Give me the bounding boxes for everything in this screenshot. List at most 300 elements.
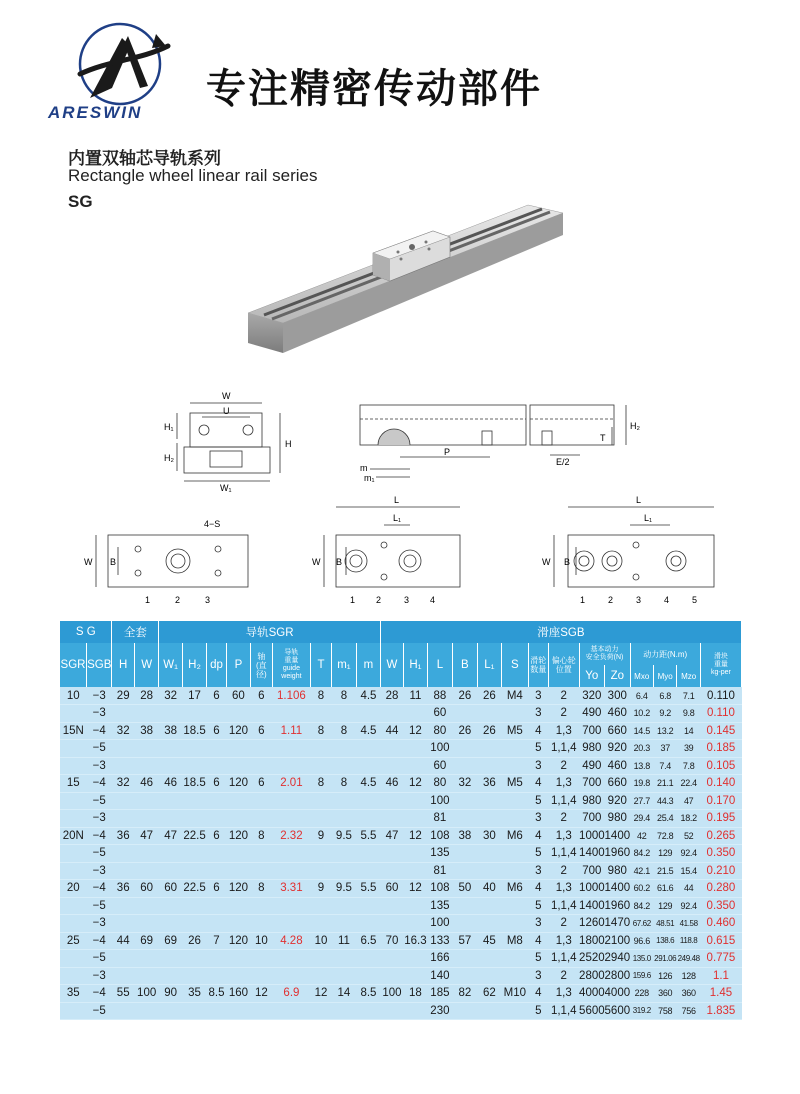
table-cell: 6 <box>207 722 226 740</box>
label-n1-b: 1 <box>350 595 356 605</box>
table-cell <box>182 845 206 863</box>
table-cell: 6 <box>251 775 272 793</box>
table-cell <box>60 967 87 985</box>
table-cell <box>159 792 182 810</box>
label-b-4w: B <box>336 557 343 567</box>
table-cell: 3 <box>528 687 548 705</box>
table-cell <box>453 897 477 915</box>
table-cell: 8 <box>311 687 331 705</box>
table-cell <box>159 950 182 968</box>
table-cell <box>331 740 356 758</box>
col-shaft <box>251 643 272 687</box>
table-cell: 1000 <box>579 827 604 845</box>
table-cell <box>226 967 250 985</box>
table-cell: 5 <box>528 845 548 863</box>
table-cell: M4 <box>502 687 529 705</box>
table-cell <box>357 862 381 880</box>
table-cell <box>226 757 250 775</box>
table-cell <box>112 845 134 863</box>
table-cell: 120 <box>226 722 250 740</box>
table-cell: 3 <box>528 810 548 828</box>
table-row <box>60 792 742 810</box>
table-cell <box>404 810 427 828</box>
table-cell: 4.5 <box>357 687 381 705</box>
table-cell: 120 <box>226 775 250 793</box>
table-row <box>60 757 742 775</box>
table-cell: 166 <box>427 950 452 968</box>
table-cell <box>502 967 529 985</box>
table-cell: 5 <box>528 950 548 968</box>
table-cell: 2800 <box>605 967 630 985</box>
table-cell: 0.775 <box>700 950 741 968</box>
table-cell: 0.170 <box>700 792 741 810</box>
table-cell <box>477 740 501 758</box>
table-cell: 32 <box>159 687 182 705</box>
table-cell: −4 <box>87 880 112 898</box>
table-cell: −3 <box>87 687 112 705</box>
label-m: m <box>360 463 368 473</box>
table-cell <box>453 810 477 828</box>
table-cell: 1960 <box>605 897 630 915</box>
table-cell: 96.6 <box>630 932 653 950</box>
table-cell: 4.5 <box>357 775 381 793</box>
table-cell: 22.5 <box>182 880 206 898</box>
table-cell <box>380 792 403 810</box>
label-p: P <box>444 447 451 457</box>
table-cell: 37 <box>653 740 676 758</box>
table-cell <box>311 705 331 723</box>
table-cell: 4 <box>528 932 548 950</box>
table-cell <box>404 862 427 880</box>
table-cell <box>60 740 87 758</box>
table-cell: 50 <box>453 880 477 898</box>
table-cell: −4 <box>87 722 112 740</box>
col-m1: m₁ <box>331 643 356 687</box>
table-cell: 0.210 <box>700 862 741 880</box>
table-cell: 46 <box>134 775 158 793</box>
table-cell: 48.51 <box>653 915 676 933</box>
table-cell <box>182 740 206 758</box>
table-cell: 2940 <box>605 950 630 968</box>
table-cell: 756 <box>677 1002 700 1020</box>
table-cell <box>159 915 182 933</box>
table-cell <box>272 705 311 723</box>
table-cell <box>112 915 134 933</box>
table-cell: 126 <box>653 967 676 985</box>
table-cell: 69 <box>159 932 182 950</box>
col-h: H <box>112 643 134 687</box>
table-row <box>60 880 742 898</box>
table-cell <box>251 1002 272 1020</box>
table-cell <box>251 845 272 863</box>
table-cell: 26 <box>477 687 501 705</box>
table-cell: 14 <box>677 722 700 740</box>
table-cell: 70 <box>380 932 403 950</box>
table-cell: 32 <box>112 722 134 740</box>
table-cell <box>251 705 272 723</box>
table-cell: 28 <box>134 687 158 705</box>
table-cell <box>272 845 311 863</box>
table-cell: 100 <box>427 792 452 810</box>
table-cell <box>207 967 226 985</box>
table-cell: 84.2 <box>630 845 653 863</box>
col-eccentric-line2: 位置 <box>555 665 572 674</box>
table-cell: 10.2 <box>630 705 653 723</box>
table-cell <box>453 705 477 723</box>
table-cell: 92.4 <box>677 897 700 915</box>
side-view-drawing <box>360 405 626 477</box>
label-h1: H₁ <box>164 422 174 432</box>
table-cell: 46 <box>159 775 182 793</box>
table-cell: 32 <box>453 775 477 793</box>
table-cell: 9 <box>311 827 331 845</box>
table-cell: 249.48 <box>677 950 700 968</box>
table-cell <box>251 967 272 985</box>
table-cell <box>226 1002 250 1020</box>
table-cell: 1470 <box>605 915 630 933</box>
table-cell: 2 <box>548 967 579 985</box>
table-cell <box>226 740 250 758</box>
label-l-5w: L <box>636 495 642 505</box>
table-cell: 5 <box>528 1002 548 1020</box>
table-cell: 1960 <box>605 845 630 863</box>
table-cell: 60 <box>427 705 452 723</box>
table-cell: −4 <box>87 775 112 793</box>
label-n2-a: 2 <box>175 595 181 605</box>
table-cell: 60.2 <box>630 880 653 898</box>
table-cell: 1400 <box>579 897 604 915</box>
table-cell: −4 <box>87 985 112 1003</box>
group-full: 全套 <box>112 621 159 643</box>
table-cell: 980 <box>579 792 604 810</box>
table-cell: 120 <box>226 932 250 950</box>
table-cell: 81 <box>427 810 452 828</box>
label-t: T <box>600 433 606 443</box>
table-cell: 700 <box>579 775 604 793</box>
table-cell: 13.8 <box>630 757 653 775</box>
table-cell: 67.62 <box>630 915 653 933</box>
table-cell: 319.2 <box>630 1002 653 1020</box>
top-view-4-wheel <box>324 507 460 587</box>
table-cell <box>477 897 501 915</box>
table-cell: 360 <box>653 985 676 1003</box>
col-load <box>579 643 630 665</box>
table-cell: 460 <box>605 705 630 723</box>
label-u: U <box>223 406 230 416</box>
table-cell <box>251 757 272 775</box>
table-cell: 129 <box>653 897 676 915</box>
table-cell: 160 <box>226 985 250 1003</box>
table-cell <box>112 757 134 775</box>
table-cell: 1.106 <box>272 687 311 705</box>
table-cell: 17 <box>182 687 206 705</box>
col-shaft-line2: (直径) <box>256 660 267 679</box>
table-cell <box>251 862 272 880</box>
table-cell: 27.7 <box>630 792 653 810</box>
col-block-weight <box>700 643 741 687</box>
table-cell <box>331 1002 356 1020</box>
table-cell <box>331 950 356 968</box>
label-n1-a: 1 <box>145 595 151 605</box>
table-cell: 6 <box>251 722 272 740</box>
col-rail-weight <box>272 643 311 687</box>
table-cell: 80 <box>427 775 452 793</box>
spec-table-body <box>60 687 742 1020</box>
table-cell: 6 <box>207 687 226 705</box>
label-l1-4w: L₁ <box>393 513 402 523</box>
table-row <box>60 967 742 985</box>
table-cell <box>404 740 427 758</box>
table-cell: 4 <box>528 880 548 898</box>
label-n5-c: 5 <box>692 595 698 605</box>
table-cell <box>226 792 250 810</box>
table-cell: 6 <box>207 880 226 898</box>
table-cell: 18.2 <box>677 810 700 828</box>
label-4s: 4−S <box>204 519 221 529</box>
table-cell: 0.350 <box>700 845 741 863</box>
table-cell: 0.615 <box>700 932 741 950</box>
table-cell <box>502 897 529 915</box>
table-cell: 4.28 <box>272 932 311 950</box>
col-w-block: W <box>380 643 403 687</box>
label-h: H <box>285 439 292 449</box>
table-cell <box>112 897 134 915</box>
table-cell: 1400 <box>605 827 630 845</box>
table-cell: 11 <box>331 932 356 950</box>
table-cell <box>380 915 403 933</box>
table-cell: 128 <box>677 967 700 985</box>
table-cell <box>357 792 381 810</box>
table-cell: −5 <box>87 740 112 758</box>
table-cell: 9 <box>311 880 331 898</box>
label-h2-side: H₂ <box>630 421 640 431</box>
table-cell <box>380 757 403 775</box>
col-moment: 动力距(N.m) <box>630 643 700 665</box>
table-cell: 46 <box>380 775 403 793</box>
table-cell <box>311 950 331 968</box>
table-cell <box>311 792 331 810</box>
table-cell <box>380 862 403 880</box>
table-cell: 140 <box>427 967 452 985</box>
table-cell: 47 <box>677 792 700 810</box>
table-cell <box>60 897 87 915</box>
table-cell: 660 <box>605 722 630 740</box>
table-cell <box>112 705 134 723</box>
top-view-5-wheel <box>554 507 714 587</box>
table-cell <box>357 897 381 915</box>
table-cell <box>251 897 272 915</box>
table-cell <box>60 950 87 968</box>
table-cell: 13.2 <box>653 722 676 740</box>
table-cell <box>60 845 87 863</box>
table-cell <box>357 967 381 985</box>
table-cell <box>357 740 381 758</box>
table-cell: 5 <box>528 897 548 915</box>
table-row <box>60 1002 742 1020</box>
table-cell <box>207 705 226 723</box>
table-cell <box>182 757 206 775</box>
table-cell <box>272 757 311 775</box>
table-cell: 36 <box>112 880 134 898</box>
spec-table <box>60 621 742 1020</box>
table-cell <box>207 792 226 810</box>
col-rail-weight-line2: 重量 <box>284 657 299 664</box>
table-cell: 4 <box>528 775 548 793</box>
table-cell: 1400 <box>579 845 604 863</box>
table-row <box>60 810 742 828</box>
table-cell <box>453 915 477 933</box>
series-code: SG <box>68 192 93 211</box>
table-cell <box>134 915 158 933</box>
table-cell: 118.8 <box>677 932 700 950</box>
table-cell: 1,3 <box>548 827 579 845</box>
table-cell <box>134 792 158 810</box>
table-cell: 25.4 <box>653 810 676 828</box>
table-cell: 0.105 <box>700 757 741 775</box>
label-n3-c: 3 <box>636 595 642 605</box>
table-cell <box>380 897 403 915</box>
col-rail-weight-line1: 导轨 <box>284 649 299 656</box>
table-cell: 0.145 <box>700 722 741 740</box>
table-cell: 2 <box>548 687 579 705</box>
table-cell <box>357 1002 381 1020</box>
table-cell: 60 <box>134 880 158 898</box>
label-n2-b: 2 <box>376 595 382 605</box>
table-cell <box>159 862 182 880</box>
table-cell <box>134 897 158 915</box>
table-cell: 0.185 <box>700 740 741 758</box>
table-cell: 12 <box>404 722 427 740</box>
table-cell: 120 <box>226 880 250 898</box>
table-cell: 57 <box>453 932 477 950</box>
table-cell <box>134 862 158 880</box>
col-myo: Myo <box>653 665 676 687</box>
table-cell: −3 <box>87 810 112 828</box>
table-cell <box>453 740 477 758</box>
table-cell: 81 <box>427 862 452 880</box>
table-cell <box>331 897 356 915</box>
table-cell: 100 <box>380 985 403 1003</box>
table-cell: −3 <box>87 967 112 985</box>
table-cell: 9.5 <box>331 827 356 845</box>
table-cell: −5 <box>87 950 112 968</box>
table-cell <box>60 810 87 828</box>
table-cell: 12 <box>404 775 427 793</box>
col-block-weight-line3: kg-per <box>711 669 731 676</box>
label-n4-c: 4 <box>664 595 670 605</box>
table-cell <box>331 967 356 985</box>
table-cell: 52 <box>677 827 700 845</box>
table-row <box>60 705 742 723</box>
table-cell: 230 <box>427 1002 452 1020</box>
table-cell: 8.5 <box>357 985 381 1003</box>
label-l1-5w: L₁ <box>644 513 653 523</box>
table-cell: 7 <box>207 932 226 950</box>
table-cell: 490 <box>579 705 604 723</box>
table-cell <box>207 897 226 915</box>
table-cell <box>311 845 331 863</box>
table-cell: 920 <box>605 740 630 758</box>
table-cell: 12 <box>311 985 331 1003</box>
table-cell: 1000 <box>579 880 604 898</box>
table-cell <box>404 705 427 723</box>
page-headline: 专注精密传动部件 <box>206 66 542 112</box>
table-cell <box>112 950 134 968</box>
table-cell: 660 <box>605 775 630 793</box>
table-cell: 42.1 <box>630 862 653 880</box>
table-cell: 5600 <box>605 1002 630 1020</box>
table-cell <box>404 897 427 915</box>
table-cell: 38 <box>159 722 182 740</box>
label-n1-c: 1 <box>580 595 586 605</box>
table-cell <box>251 915 272 933</box>
table-cell <box>272 897 311 915</box>
table-cell <box>251 810 272 828</box>
col-block-weight-line2: 重量 <box>713 661 728 668</box>
table-cell: 88 <box>427 687 452 705</box>
table-cell <box>311 740 331 758</box>
group-rail: 导轨SGR <box>159 621 380 643</box>
series-title-en: Rectangle wheel linear rail series <box>68 166 318 185</box>
table-cell: −4 <box>87 932 112 950</box>
table-cell: 4 <box>528 827 548 845</box>
table-cell: 16.3 <box>404 932 427 950</box>
table-cell <box>134 950 158 968</box>
table-cell <box>207 845 226 863</box>
table-cell <box>134 705 158 723</box>
table-cell: 6.9 <box>272 985 311 1003</box>
product-image-linear-rail <box>238 195 568 360</box>
table-cell: −5 <box>87 897 112 915</box>
table-row <box>60 827 742 845</box>
table-cell: 5.5 <box>357 827 381 845</box>
table-cell <box>60 705 87 723</box>
table-cell: −5 <box>87 792 112 810</box>
table-cell <box>380 950 403 968</box>
table-cell <box>207 740 226 758</box>
table-cell: 700 <box>579 722 604 740</box>
table-cell <box>159 757 182 775</box>
table-row <box>60 915 742 933</box>
table-cell <box>112 792 134 810</box>
table-cell: 4000 <box>605 985 630 1003</box>
series-title-cn: 内置双轴芯导轨系列 <box>68 149 221 169</box>
table-cell: 2520 <box>579 950 604 968</box>
table-cell: 42 <box>630 827 653 845</box>
table-cell: 8 <box>251 880 272 898</box>
table-row <box>60 862 742 880</box>
table-cell: 3 <box>528 862 548 880</box>
top-view-3-wheel <box>96 535 248 587</box>
table-cell: 8 <box>331 687 356 705</box>
table-cell: 3.31 <box>272 880 311 898</box>
table-cell: 0.140 <box>700 775 741 793</box>
table-cell <box>404 792 427 810</box>
table-cell: 1,3 <box>548 775 579 793</box>
table-cell: 5600 <box>579 1002 604 1020</box>
table-cell: 2800 <box>579 967 604 985</box>
table-cell <box>272 810 311 828</box>
table-cell: 22.5 <box>182 827 206 845</box>
table-cell: 20 <box>60 880 87 898</box>
table-cell <box>453 757 477 775</box>
table-cell: 9.2 <box>653 705 676 723</box>
table-cell <box>60 792 87 810</box>
table-cell: 2 <box>548 705 579 723</box>
table-row <box>60 845 742 863</box>
table-cell: 460 <box>605 757 630 775</box>
table-cell <box>272 792 311 810</box>
